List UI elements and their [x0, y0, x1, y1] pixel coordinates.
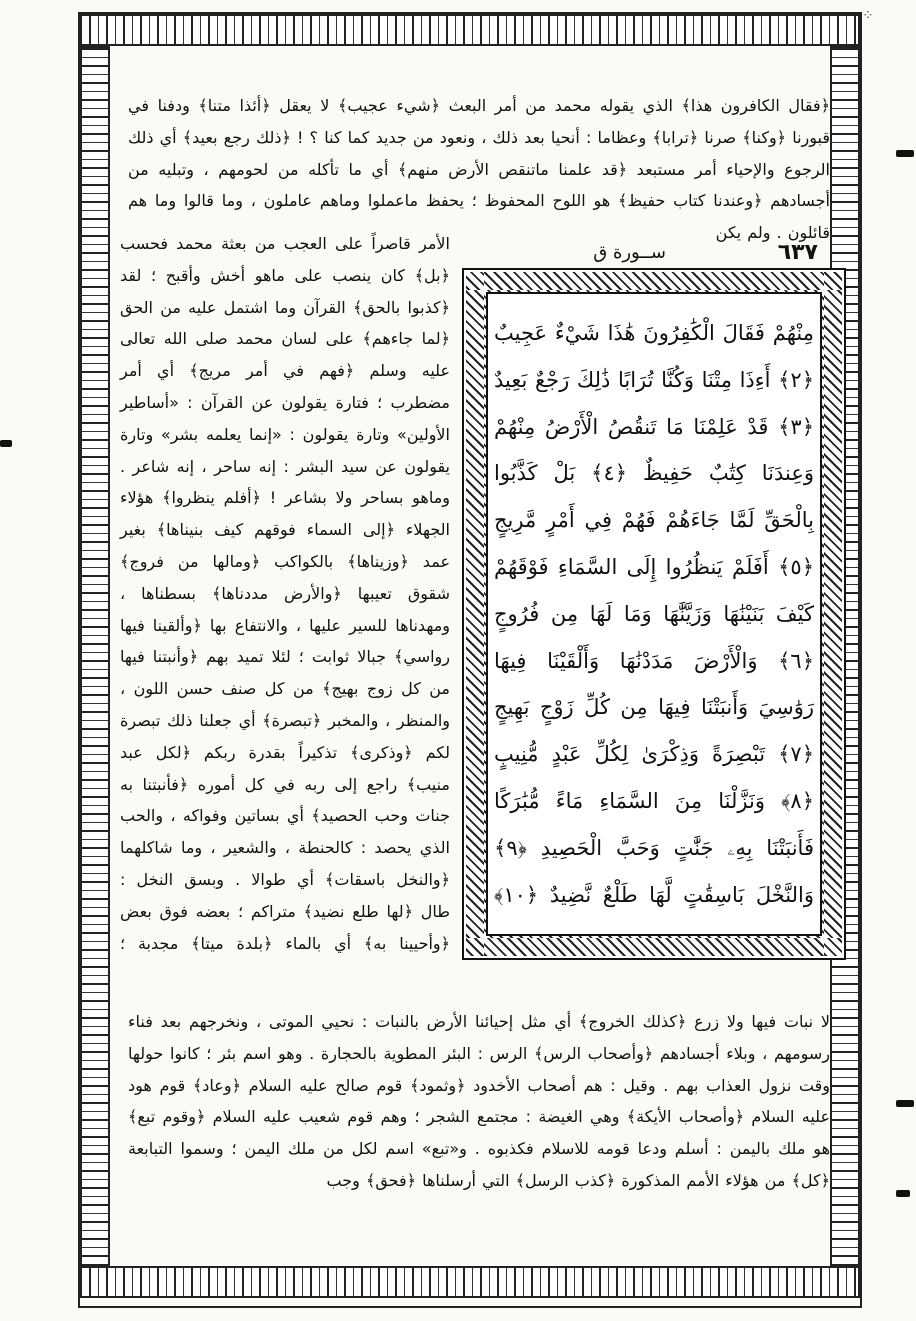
edge-tick [896, 1190, 910, 1197]
edge-tick [896, 1100, 914, 1107]
commentary-top: ﴿فقال الكافرون هذا﴾ الذي يقوله محمد من أمر البعث ﴿شيء عجيب﴾ لا يعقل ﴿أئذا متنا﴾ ودفنا في قبورنا ﴿وكنا﴾ صرنا ﴿ترابا﴾ وعظاما : أنحيا بعد ذلك ، ونعود من جديد كما كنا ؟ ! ﴿ذلك رجع بعيد﴾ أي ذلك الرجوع والإحياء أمر مستبعد ﴿قد علمنا ماتنقص الأرض منهم﴾ أي ما تأكله من لحومهم ، وتبليه من أجسادهم ﴿وعندنا كتاب حفيظ﴾ هو اللوح المحفوظ ؛ يحفظ ماعملوا وماهم عاملون ، وما قالوا وما هم قائلون . ولم يكن [128, 96, 830, 243]
surah-name: ســورة ق [593, 242, 666, 263]
commentary-bottom: لا نبات فيها ولا زرع ﴿كذلك الخروج﴾ أي مثل إحيائنا الأرض بالنبات : نحيي الموتى ، ونخرجهم بعد فناء رسومهم ، وبلاء أجسادهم ﴿وأصحاب الرس﴾ الرس : البئر المطوية بالحجارة . وهو اسم بئر ؛ كانوا حولها وقت نزول العذاب بهم . وقيل : هم أصحاب الأخدود ﴿وثمود﴾ قوم صالح عليه السلام ﴿وعاد﴾ قوم هود عليه السلام ﴿وأصحاب الأيكة﴾ وهي الغيضة : مجتمع الشجر ؛ وهم قوم شعيب عليه السلام ﴿وقوم تبع﴾ هو ملك باليمن : أسلم ودعا قومه للاسلام فكذبوه . و«تبع» اسم لكل من ملك اليمن ؛ وسموا التبابعة ﴿كل﴾ من هؤلاء الأمم المذكورة ﴿كذب الرسل﴾ التي أرسلناها ﴿فحق﴾ وجب [128, 1012, 830, 1190]
surah-header [462, 236, 846, 270]
left-ornamental-border [80, 46, 110, 1266]
top-ornamental-border [80, 14, 860, 46]
page-number: ٦٣٧ [777, 240, 818, 265]
commentary-side: الأمر قاصراً على العجب من بعثة محمد فحسب ﴿بل﴾ كان ينصب على ماهو أخش وأقبح ؛ لقد ﴿كذبوا بالحق﴾ القرآن وما اشتمل عليه من الحق ﴿لما جاءهم﴾ على لسان محمد صلى الله تعالى عليه وسلم ﴿فهم في أمر مريج﴾ أي أمر مضطرب ؛ فتارة يقولون عن القرآن : «أساطير الأولين» وتارة يقولون : «إنما يعلمه بشر» وتارة يقولون عن سيد البشر : إنه ساحر ، إنه شاعر . وماهو بساحر ولا بشاعر ! ﴿أفلم ينظروا﴾ هؤلاء الجهلاء ﴿إلى السماء فوقهم كيف بنيناها﴾ بغير عمد ﴿وزيناها﴾ بالكواكب ﴿ومالها من فروج﴾ شقوق تعيبها ﴿والأرض مددناها﴾ بسطناها ، ومهدناها للسير عليها ، والانتفاع بها ﴿وألقينا فيها رواسي﴾ جبالا ثوابت ؛ لئلا تميد بهم ﴿وأنبتنا فيها من كل زوج بهيج﴾ من كل صنف حسن اللون ، والمنظر ، والمخبر ﴿تبصرة﴾ أي جعلنا ذلك تبصرة لكم ﴿وذكرى﴾ تذكيراً بقدرة ربكم ﴿لكل عبد منيب﴾ راجع إلى ربه في كل أموره ﴿فأنبتنا به جنات وحب الحصيد﴾ أي بساتين وفواكه ، والحب الذي يحصد : كالحنطة ، والشعير ، وما شاكلهما ﴿والنخل باسقات﴾ أي طوالا . وبسق النخل : طال ﴿لها طلع نضيد﴾ متراكم ؛ بعضه فوق بعض ﴿وأحيينا به﴾ أي بالماء ﴿بلدة ميتا﴾ مجدبة ؛ [120, 234, 450, 953]
edge-tick [0, 440, 12, 447]
edge-tick [896, 150, 914, 157]
bottom-ornamental-border [80, 1266, 860, 1298]
corner-ornament: ⁘ [862, 8, 875, 24]
quran-verses: مِنْهُمْ فَقَالَ الْكَٰفِرُونَ هَٰذَا شَيْءٌ عَجِيبٌ ﴿٢﴾ أَءِذَا مِتْنَا وَكُنَّا تُرَابًا ذَٰلِكَ رَجْعٌ بَعِيدٌ ﴿٣﴾ قَدْ عَلِمْنَا مَا تَنقُصُ الْأَرْضُ مِنْهُمْ وَعِندَنَا كِتَٰبٌ حَفِيظٌ ﴿٤﴾ بَلْ كَذَّبُوا بِالْحَقِّ لَمَّا جَاءَهُمْ فَهُمْ فِي أَمْرٍ مَّرِيجٍ ﴿٥﴾ أَفَلَمْ يَنظُرُوا إِلَى السَّمَاءِ فَوْقَهُمْ كَيْفَ بَنَيْنَٰهَا وَزَيَّنَّٰهَا وَمَا لَهَا مِن فُرُوجٍ ﴿٦﴾ وَالْأَرْضَ مَدَدْنَٰهَا وَأَلْقَيْنَا فِيهَا رَوَٰسِيَ وَأَنبَتْنَا فِيهَا مِن كُلِّ زَوْجٍ بَهِيجٍ ﴿٧﴾ تَبْصِرَةً وَذِكْرَىٰ لِكُلِّ عَبْدٍ مُّنِيبٍ ﴿٨﴾ وَنَزَّلْنَا مِنَ السَّمَاءِ مَاءً مُّبَٰرَكًا فَأَنبَتْنَا بِهِۦ جَنَّٰتٍ وَحَبَّ الْحَصِيدِ ﴿٩﴾ وَالنَّخْلَ بَاسِقَٰتٍ لَّهَا طَلْعٌ نَّضِيدٌ ﴿١٠﴾ [494, 321, 814, 907]
